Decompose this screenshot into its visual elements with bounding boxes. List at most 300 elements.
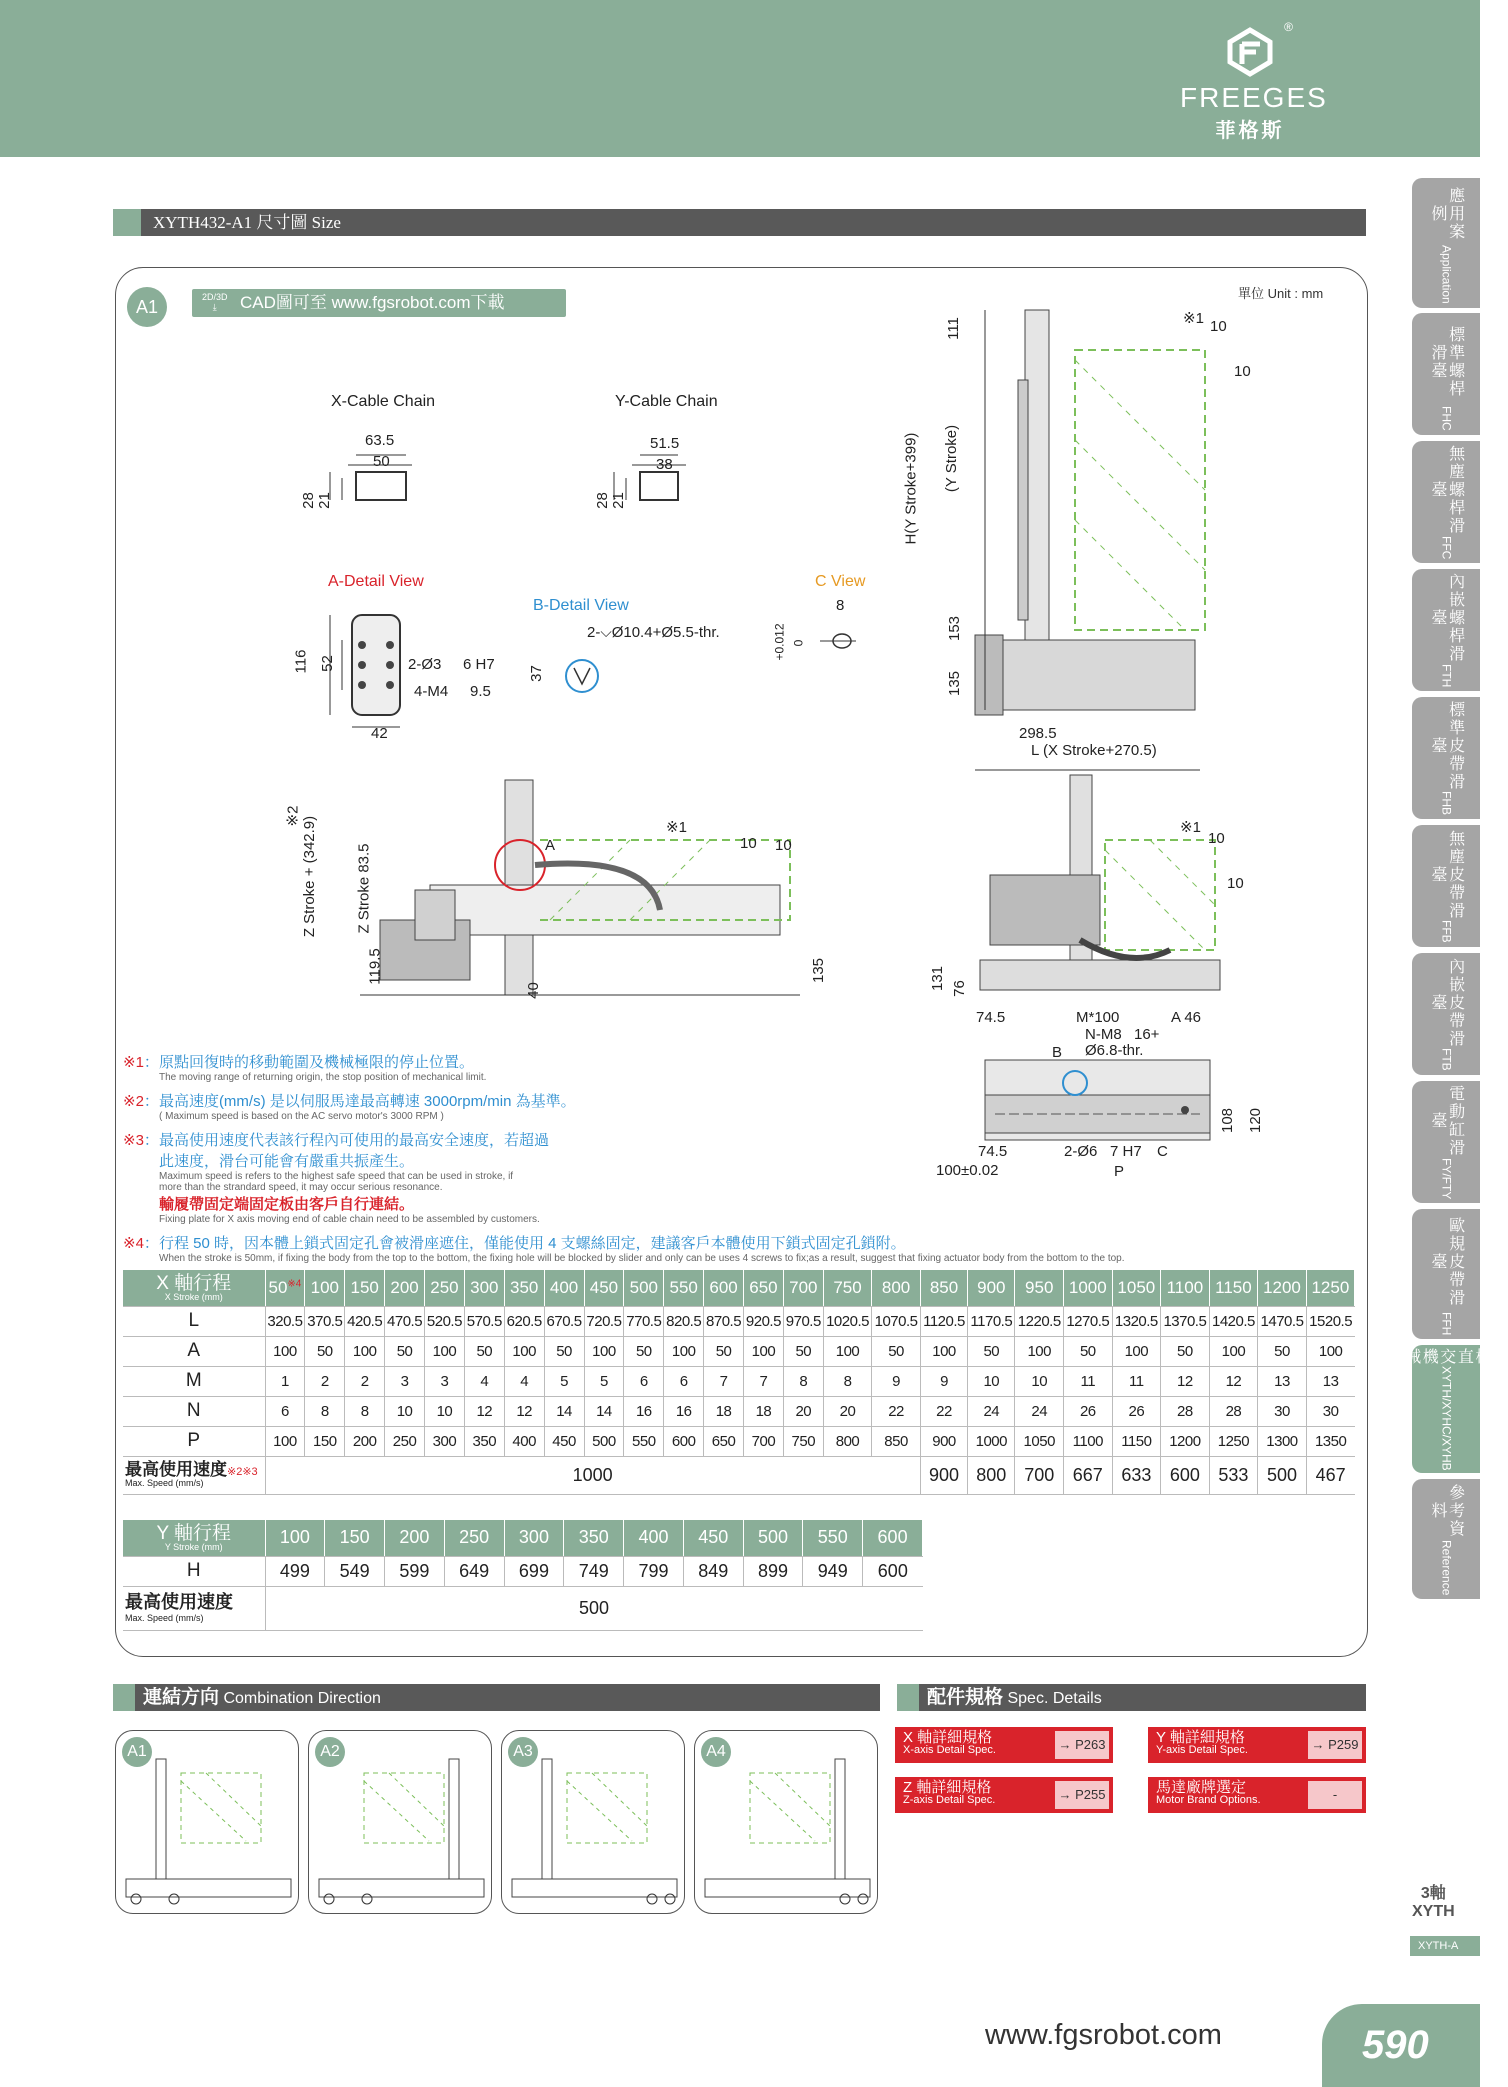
x-table-cell: 22 (920, 1396, 967, 1426)
top-dim-fit: 7 H7 (1110, 1143, 1142, 1160)
variant-badge: A1 (127, 287, 167, 327)
y-stroke-value: 350 (564, 1520, 624, 1556)
x-table-cell: 100 (265, 1426, 305, 1456)
x-table-cell: 970.5 (783, 1306, 823, 1336)
x-speed-value: 633 (1112, 1456, 1161, 1494)
x-table-cell: 7 (704, 1366, 744, 1396)
front-dim-1195: 119.5 (366, 948, 384, 985)
x-stroke-number: 600 (709, 1277, 738, 1297)
x-table-cell: 6 (664, 1366, 704, 1396)
x-table-cell: 600 (664, 1426, 704, 1456)
top-dim-100tol: 100±0.02 (936, 1162, 999, 1179)
y-stroke-header-en: Y Stroke (mm) (164, 1541, 223, 1552)
x-table-cell: 13 (1306, 1366, 1354, 1396)
x-stroke-value (1112, 1270, 1161, 1306)
side-dim-10a: 10 (1210, 318, 1227, 335)
x-stroke-value (1015, 1270, 1064, 1306)
y-stroke-header-cn: Y 軸行程 (156, 1522, 232, 1544)
x-stroke-number: 350 (510, 1277, 539, 1297)
x-table-cell: 370.5 (305, 1306, 345, 1336)
combination-direction-bar (113, 1684, 880, 1711)
x-table-cell: 100 (744, 1336, 784, 1366)
x-table-cell: 28 (1209, 1396, 1258, 1426)
x-stroke-value (872, 1270, 921, 1306)
side-dim-10b: 10 (1234, 363, 1251, 380)
y-table-cell: 799 (624, 1556, 684, 1586)
x-table-cell: 24 (1015, 1396, 1064, 1426)
x-table-cell: 670.5 (544, 1306, 584, 1336)
cad-download-banner[interactable] (192, 289, 566, 317)
x-speed-common-value: 1000 (265, 1456, 920, 1494)
x-stroke-number: 950 (1025, 1277, 1054, 1297)
x-table-cell: 1100 (1064, 1426, 1113, 1456)
x-stroke-number: 900 (977, 1277, 1006, 1297)
combination-card-a4[interactable] (694, 1730, 878, 1914)
x-table-cell: 6 (265, 1396, 305, 1426)
x-table-cell: 1000 (968, 1426, 1015, 1456)
x-table-cell: 8 (305, 1396, 345, 1426)
side-dim-2985: 298.5 (1019, 725, 1057, 742)
x-table-cell: 12 (1161, 1366, 1210, 1396)
x-table-cell: 24 (968, 1396, 1015, 1426)
y-chain-dim-inner: 38 (656, 456, 673, 473)
front-mark-1: ※1 (666, 819, 687, 836)
x-table-cell: 1200 (1161, 1426, 1210, 1456)
x-row-label-a: A (123, 1336, 265, 1366)
x-stroke-value (584, 1270, 624, 1306)
x-stroke-header-en: X Stroke (mm) (164, 1291, 223, 1302)
x-table-cell: 18 (704, 1396, 744, 1426)
end-view-drawing (970, 770, 1240, 1000)
front-dim-135: 135 (810, 957, 828, 984)
note-2: ※2：最高速度(mm/s) 是以伺服馬達最高轉速 3000rpm/min 為基準。 ( Maximum speed is based on the AC servo motor's 3000 RPM ) (123, 1093, 576, 1122)
combination-diagram (695, 1731, 875, 1911)
x-table-cell: 50 (1258, 1336, 1307, 1366)
x-row-label-n: N (123, 1396, 265, 1426)
y-stroke-value: 100 (265, 1520, 325, 1556)
x-table-cell: 26 (1112, 1396, 1161, 1426)
spec-title-en: Spec. Details (1007, 1690, 1102, 1707)
side-mark-1: ※1 (1183, 310, 1204, 327)
combination-card-a3[interactable] (501, 1730, 685, 1914)
x-stroke-value (744, 1270, 784, 1306)
x-table-cell: 520.5 (425, 1306, 465, 1336)
brand-logo (1180, 22, 1328, 147)
x-table-cell: 100 (504, 1336, 544, 1366)
y-stroke-value: 400 (624, 1520, 684, 1556)
x-table-cell: 12 (504, 1396, 544, 1426)
x-table-cell: 11 (1064, 1366, 1113, 1396)
tab-reference[interactable]: 參考資料 Reference (1412, 1479, 1480, 1599)
x-stroke-number: 200 (390, 1277, 419, 1297)
end-dim-76: 76 (950, 980, 968, 997)
x-speed-value: 500 (1258, 1456, 1307, 1494)
x-table-cell: 2 (345, 1366, 385, 1396)
x-table-cell: 50 (872, 1336, 921, 1366)
tab-ffh[interactable]: 歐規皮帶滑臺 FFH (1412, 1209, 1480, 1339)
side-dim-153: 153 (946, 615, 964, 642)
spec-z-axis-page-ref[interactable]: → P255 (1055, 1781, 1109, 1809)
x-stroke-value (968, 1270, 1015, 1306)
b-dim-counterbore: 2-⌵Ø10.4+Ø5.5-thr. (587, 624, 720, 641)
x-table-cell: 400 (504, 1426, 544, 1456)
x-table-cell: 750 (783, 1426, 823, 1456)
top-dim-pin: 2-Ø6 (1064, 1143, 1098, 1160)
section-title-bar (113, 209, 1366, 236)
x-table-cell: 250 (385, 1426, 425, 1456)
top-dim-745b: 74.5 (978, 1143, 1008, 1160)
x-table-cell: 10 (968, 1366, 1015, 1396)
y-speed-label-en: Max. Speed (mm/s) (125, 1612, 204, 1623)
x-table-cell: 11 (1112, 1366, 1161, 1396)
x-stroke-number: 1050 (1117, 1277, 1156, 1297)
end-dim-10b: 10 (1227, 875, 1244, 892)
y-stroke-value: 150 (325, 1520, 385, 1556)
x-table-cell: 570.5 (464, 1306, 504, 1336)
top-detail-b-callout: B (1052, 1044, 1063, 1061)
top-dim-m100: M*100 (1076, 1009, 1120, 1026)
x-table-cell: 50 (385, 1336, 425, 1366)
x-speed-label (123, 1456, 265, 1494)
top-view-drawing (975, 1050, 1225, 1160)
y-speed-label (123, 1586, 265, 1630)
x-stroke-number: 750 (833, 1277, 862, 1297)
combination-diagram (116, 1731, 296, 1911)
x-table-cell: 150 (305, 1426, 345, 1456)
x-table-cell: 350 (464, 1426, 504, 1456)
side-view-drawing (915, 300, 1245, 770)
front-dim-10b: 10 (775, 837, 792, 854)
spec-x-axis-page-ref[interactable]: → P263 (1055, 1731, 1109, 1759)
spec-z-axis-link[interactable]: Z 軸詳細規格 Z-axis Detail Spec. → P255 (895, 1777, 1113, 1813)
download-icon: 2D/3D ⤓ (202, 292, 228, 312)
x-table-cell: 1 (265, 1366, 305, 1396)
x-table-cell: 1250 (1209, 1426, 1258, 1456)
tab-ftb[interactable]: 內嵌皮帶滑臺 FTB (1412, 953, 1480, 1075)
top-dim-120: 120 (1247, 1107, 1265, 1134)
x-table-cell: 650 (704, 1426, 744, 1456)
tab-ffb[interactable]: 無塵皮帶滑臺 FFB (1412, 825, 1480, 947)
combination-diagram (309, 1731, 489, 1911)
x-table-row-speed (123, 1456, 1355, 1494)
x-table-cell: 920.5 (744, 1306, 784, 1336)
a-detail-drawing (290, 605, 530, 745)
end-dim-10a: 10 (1208, 830, 1225, 847)
y-table-cell: 549 (325, 1556, 385, 1586)
tab-fhb[interactable]: 標準皮帶滑臺 FHB (1412, 697, 1480, 819)
x-table-header-row (123, 1270, 1355, 1306)
side-dim-l: L (X Stroke+270.5) (1031, 742, 1157, 759)
x-stroke-value (385, 1270, 425, 1306)
x-table-cell: 30 (1306, 1396, 1354, 1426)
x-speed-label-en: Max. Speed (mm/s) (125, 1478, 204, 1489)
x-table-cell: 13 (1258, 1366, 1307, 1396)
combination-badge: A4 (701, 1737, 731, 1767)
x-stroke-value (1064, 1270, 1113, 1306)
x-speed-value: 467 (1306, 1456, 1354, 1494)
y-speed-value: 500 (265, 1586, 923, 1630)
front-view-drawing (330, 780, 850, 1000)
spec-y-axis-page-ref[interactable]: → P259 (1308, 1731, 1362, 1759)
side-dim-111: 111 (944, 317, 962, 340)
x-table-cell: 9 (920, 1366, 967, 1396)
combination-title-en: Combination Direction (223, 1690, 381, 1707)
x-table-cell: 770.5 (624, 1306, 664, 1336)
x-table-cell: 6 (624, 1366, 664, 1396)
combination-badge: A3 (508, 1737, 538, 1767)
y-stroke-value: 200 (385, 1520, 445, 1556)
x-table-cell: 100 (265, 1336, 305, 1366)
combination-card-a1[interactable] (115, 1730, 299, 1914)
x-table-row-p (123, 1426, 1355, 1456)
x-stroke-value (1306, 1270, 1354, 1306)
x-table-cell: 450 (544, 1426, 584, 1456)
x-stroke-number: 500 (629, 1277, 658, 1297)
x-stroke-header-cn: X 軸行程 (156, 1272, 232, 1294)
spec-motor-brand-page-ref[interactable]: - (1308, 1781, 1362, 1809)
x-stroke-number: 850 (929, 1277, 959, 1297)
x-table-cell: 620.5 (504, 1306, 544, 1336)
x-speed-value: 667 (1064, 1456, 1113, 1494)
x-table-cell: 420.5 (345, 1306, 385, 1336)
x-table-cell: 16 (664, 1396, 704, 1426)
front-dim-40: 40 (524, 982, 542, 999)
x-table-cell: 50 (1064, 1336, 1113, 1366)
x-table-cell: 50 (783, 1336, 823, 1366)
x-speed-value: 600 (1161, 1456, 1210, 1494)
note-1: ※1：原點回復時的移動範圍及機械極限的停止位置。 The moving range of returning origin, the stop position of mechanical limit. (123, 1054, 487, 1083)
tab-fth[interactable]: 內嵌螺桿滑臺 FTH (1412, 569, 1480, 691)
x-table-cell: 3 (425, 1366, 465, 1396)
x-table-row-n (123, 1396, 1355, 1426)
y-table-header-row (123, 1520, 923, 1556)
spec-motor-brand-link[interactable]: 馬達廠牌選定 Motor Brand Options. - (1148, 1777, 1366, 1813)
y-table-cell: 849 (683, 1556, 743, 1586)
y-stroke-value: 550 (803, 1520, 863, 1556)
note-3: ※3：最高使用速度代表該行程內可使用的最高安全速度，若超過 此速度，滑台可能會有嚴重共振產生。 Maximum speed is refers to the highest safe speed that can be used in stroke, if more than the strandard speed, it may occur serious resonance. 輸履帶固定端固定板由客戶自行連結。 Fixing plate for X axis moving end of cable chain need to be assembled by customers. (123, 1132, 549, 1225)
x-table-cell: 5 (544, 1366, 584, 1396)
x-stroke-number: 700 (789, 1277, 818, 1297)
y-chain-dim-inner-height: 21 (609, 492, 627, 509)
x-table-cell: 50 (1161, 1336, 1210, 1366)
x-table-cell: 9 (872, 1366, 921, 1396)
x-table-cell: 22 (872, 1396, 921, 1426)
tab-fhc[interactable]: 標準螺桿滑臺 FHC (1412, 313, 1480, 435)
x-stroke-number: 550 (669, 1277, 698, 1297)
x-table-cell: 26 (1064, 1396, 1113, 1426)
top-dim-108: 108 (1219, 1107, 1237, 1134)
x-stroke-number: 100 (310, 1277, 339, 1297)
y-table-cell: 599 (385, 1556, 445, 1586)
front-dim-zstroke: Z Stroke + (342.9) (301, 815, 319, 938)
top-dim-nm8: N-M8 (1085, 1026, 1122, 1043)
x-speed-value: 533 (1209, 1456, 1258, 1494)
x-table-cell: 50 (624, 1336, 664, 1366)
note-4: ※4：行程 50 時，因本體上鎖式固定孔會被滑座遮住，僅能使用 4 支螺絲固定，建議客戶本體使用下鎖式固定孔鎖附。 When the stroke is 50mm, if fixing the body from the top to the bottom, the fixing hole will be blocked by slider and only can be uses 4 screws to fix;as a result, suggest that fixing actuator body from the bottom to the top. (123, 1235, 1125, 1264)
y-stroke-table (123, 1520, 923, 1631)
x-table-cell: 500 (584, 1426, 624, 1456)
x-stroke-number: 1250 (1311, 1277, 1350, 1297)
x-stroke-value (544, 1270, 584, 1306)
a-dim-thread: 4-M4 (414, 683, 449, 700)
top-dim-745a: 74.5 (976, 1009, 1006, 1026)
x-table-cell: 10 (385, 1396, 425, 1426)
x-table-cell: 1420.5 (1209, 1306, 1258, 1336)
logo-icon (1220, 22, 1280, 80)
a-dim-52: 52 (318, 655, 336, 672)
x-row-label-p: P (123, 1426, 265, 1456)
tab-fy-fty[interactable]: 電動缸滑臺 FY/FTY (1412, 1081, 1480, 1203)
x-table-cell: 550 (624, 1426, 664, 1456)
y-stroke-value: 500 (743, 1520, 803, 1556)
c-dim-tol-lower: 0 (791, 639, 806, 647)
x-table-cell: 1520.5 (1306, 1306, 1354, 1336)
a-dim-42: 42 (371, 725, 388, 742)
x-table-cell: 320.5 (265, 1306, 305, 1336)
y-stroke-value: 250 (444, 1520, 504, 1556)
x-table-cell: 100 (1112, 1336, 1161, 1366)
x-stroke-number: 1200 (1263, 1277, 1301, 1297)
x-table-cell: 700 (744, 1426, 784, 1456)
x-table-cell: 2 (305, 1366, 345, 1396)
y-table-cell: 649 (444, 1556, 504, 1586)
x-table-cell: 1220.5 (1015, 1306, 1064, 1336)
x-table-cell: 100 (425, 1336, 465, 1366)
x-table-cell: 1320.5 (1112, 1306, 1161, 1336)
y-chain-dim-width: 51.5 (650, 435, 680, 452)
x-stroke-number: 800 (881, 1277, 911, 1297)
x-table-cell: 50 (464, 1336, 504, 1366)
spec-x-axis-link[interactable]: X 軸詳細規格 X-axis Detail Spec. → P263 (895, 1727, 1113, 1763)
x-table-cell: 850 (872, 1426, 921, 1456)
x-speed-value: 800 (968, 1456, 1015, 1494)
y-table-cell: 699 (504, 1556, 564, 1586)
a-dim-pin: 2-Ø3 (408, 656, 442, 673)
x-table-cell: 100 (584, 1336, 624, 1366)
combination-badge: A2 (315, 1737, 345, 1767)
y-table-cell: 949 (803, 1556, 863, 1586)
x-table-cell: 14 (584, 1396, 624, 1426)
x-table-cell: 100 (1209, 1336, 1258, 1366)
a-dim-pin-fit: 6 H7 (463, 656, 495, 673)
a-detail-title: A-Detail View (328, 573, 424, 590)
x-table-cell: 4 (464, 1366, 504, 1396)
y-stroke-value: 600 (863, 1520, 923, 1556)
x-chain-dim-width: 63.5 (365, 432, 395, 449)
unit-label: 單位 Unit : mm (1238, 286, 1324, 301)
x-stroke-value (425, 1270, 465, 1306)
spec-y-axis-link[interactable]: Y 軸詳細規格 Y-axis Detail Spec. → P259 (1148, 1727, 1366, 1763)
x-table-cell: 16 (624, 1396, 664, 1426)
front-dim-10a: 10 (740, 835, 757, 852)
tab-xyth[interactable]: 螺桿直交機械手 XYTH/XYHC/XYHB (1412, 1345, 1480, 1473)
spec-details-bar (897, 1684, 1366, 1711)
x-table-cell: 7 (744, 1366, 784, 1396)
combination-card-a2[interactable] (308, 1730, 492, 1914)
x-table-cell: 720.5 (584, 1306, 624, 1336)
tab-ffc[interactable]: 無塵螺桿滑臺 FFC (1412, 441, 1480, 563)
x-table-cell: 1120.5 (920, 1306, 967, 1336)
x-table-cell: 50 (968, 1336, 1015, 1366)
footer-url[interactable]: www.fgsrobot.com (985, 2019, 1222, 2051)
top-dim-p: P (1114, 1163, 1125, 1180)
x-table-cell: 20 (783, 1396, 823, 1426)
x-stroke-value (664, 1270, 704, 1306)
x-chain-dim-inner-height: 21 (315, 492, 333, 509)
y-speed-label-cn: 最高使用速度 (125, 1591, 233, 1612)
x-table-cell: 100 (1306, 1336, 1354, 1366)
x-table-cell: 10 (1015, 1366, 1064, 1396)
x-table-cell: 1270.5 (1064, 1306, 1113, 1336)
x-stroke-value (1161, 1270, 1210, 1306)
x-stroke-note-mark: ※4 (287, 1278, 302, 1290)
c-view-drawing (800, 615, 860, 655)
x-table-cell: 8 (823, 1366, 872, 1396)
x-stroke-value (345, 1270, 385, 1306)
x-table-cell: 470.5 (385, 1306, 425, 1336)
tab-application[interactable]: 應用案例 Application (1412, 178, 1480, 308)
y-table-cell: 499 (265, 1556, 325, 1586)
x-stroke-number: 1150 (1215, 1277, 1252, 1297)
y-cable-chain-title: Y-Cable Chain (615, 393, 718, 410)
x-stroke-number: 1000 (1068, 1277, 1107, 1297)
top-view-c-callout: C (1157, 1143, 1168, 1160)
x-table-cell: 10 (425, 1396, 465, 1426)
x-table-cell: 50 (305, 1336, 345, 1366)
x-table-cell: 870.5 (704, 1306, 744, 1336)
x-table-cell: 820.5 (664, 1306, 704, 1336)
y-stroke-header (123, 1520, 265, 1556)
x-table-cell: 1070.5 (872, 1306, 921, 1336)
side-dim-ystroke: (Y Stroke) (943, 424, 961, 493)
x-table-row-a (123, 1336, 1355, 1366)
x-stroke-value (823, 1270, 872, 1306)
y-stroke-value: 300 (504, 1520, 564, 1556)
x-stroke-value (265, 1270, 305, 1306)
x-speed-label-cn: 最高使用速度 (125, 1459, 227, 1479)
end-mark-1: ※1 (1180, 819, 1201, 836)
x-cable-chain-title: X-Cable Chain (331, 393, 436, 410)
y-table-cell: 749 (564, 1556, 624, 1586)
x-speed-note-mark: ※2※3 (227, 1465, 258, 1478)
x-table-row-m (123, 1366, 1355, 1396)
y-table-cell: 600 (863, 1556, 923, 1586)
y-chain-dim-height: 28 (593, 492, 611, 509)
x-stroke-number: 450 (589, 1277, 619, 1297)
side-dim-h: H(Y Stroke+399) (902, 432, 920, 545)
x-table-cell: 1020.5 (823, 1306, 872, 1336)
x-stroke-value (1209, 1270, 1258, 1306)
section-title: XYTH432-A1 尺寸圖 Size (153, 213, 341, 232)
x-speed-value: 900 (920, 1456, 967, 1494)
x-chain-dim-height: 28 (299, 492, 317, 509)
top-dim-thread: Ø6.8-thr. (1085, 1042, 1144, 1059)
brand-name-en: FREEGES (1180, 82, 1328, 113)
c-dim-tol-upper: +0.012 (772, 623, 787, 661)
x-stroke-value (624, 1270, 664, 1306)
x-stroke-value (1258, 1270, 1307, 1306)
spec-title-cn: 配件規格 (927, 1687, 1004, 1708)
combination-diagram (502, 1731, 682, 1911)
y-row-label-h: H (123, 1556, 265, 1586)
b-dim-37: 37 (527, 665, 545, 682)
x-table-cell: 1300 (1258, 1426, 1307, 1456)
x-stroke-number: 400 (549, 1277, 579, 1297)
c-dim-8: 8 (836, 597, 845, 614)
front-detail-a-callout: A (545, 837, 556, 854)
x-table-cell: 1170.5 (968, 1306, 1015, 1336)
x-table-cell: 1470.5 (1258, 1306, 1307, 1336)
